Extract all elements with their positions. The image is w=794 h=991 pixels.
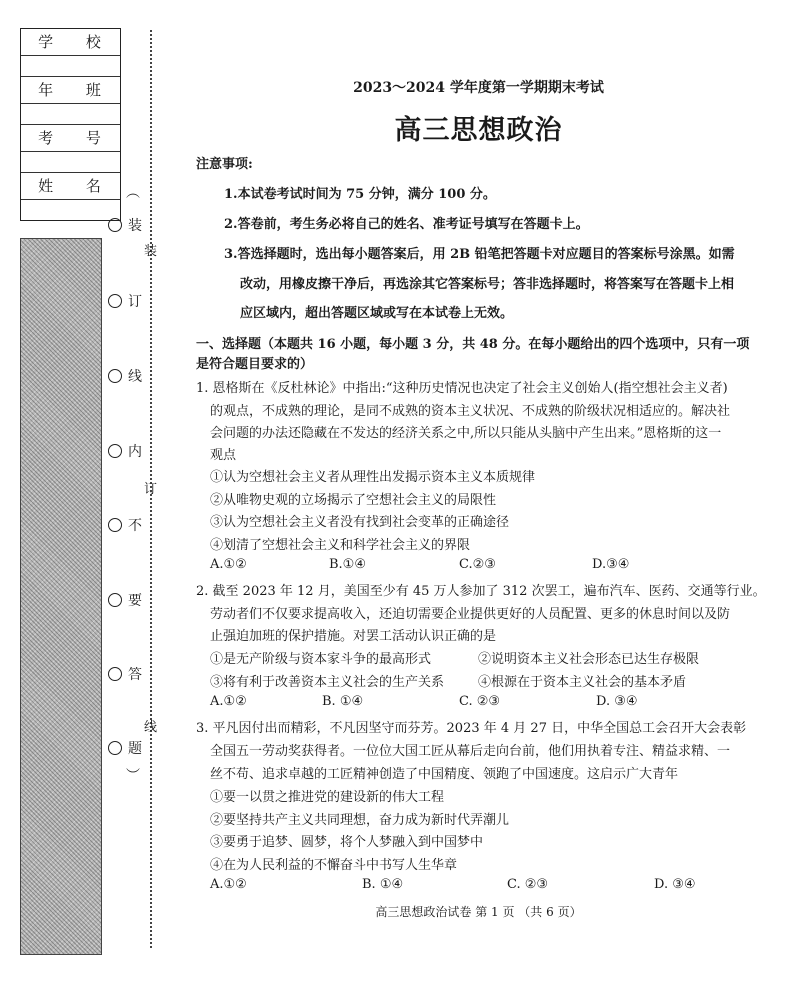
circle-icon	[108, 518, 122, 532]
q3-choice-c: C. ②③	[507, 877, 549, 892]
seal-item: 答	[108, 664, 142, 684]
seal-item: 装	[108, 215, 142, 235]
grade-class-field[interactable]	[21, 104, 120, 125]
q2-choice-c: C. ②③	[459, 694, 501, 709]
note-item: 3.答选择题时，选出每小题答案后，用 2B 铅笔把答题卡对应题目的答案标号涂黑。如需	[224, 247, 735, 262]
q3-option: ②要坚持共产主义共同理想，奋力成为新时代弄潮儿	[210, 813, 510, 828]
exam-title: 2023～2024 学年度第一学期期末考试	[353, 80, 604, 96]
q1-option: ②从唯物史观的立场揭示了空想社会主义的局限性	[210, 493, 497, 508]
note-item: 2.答卷前，考生务必将自己的姓名、准考证号填写在答题卡上。	[224, 217, 589, 232]
q1-stem: 观点	[210, 448, 237, 463]
q3-stem: 3. 平凡因付出而精彩，不凡因坚守而芬芳。2023 年 4 月 27 日，中华全国总工会召开大会表彰	[196, 721, 747, 736]
margin-char: 订	[144, 482, 158, 497]
q2-option: ②说明资本主义社会形态已达生存极限	[478, 652, 700, 667]
q2-stem: 止强迫加班的保护措施。对罢工活动认识正确的是	[210, 629, 497, 644]
name-field[interactable]	[21, 200, 120, 220]
margin-char: 装	[144, 244, 158, 259]
q3-stem: 丝不苟、追求卓越的工匠精神创造了中国精度、领跑了中国速度。这启示广大青年	[210, 767, 679, 782]
q2-choice-b: B. ①④	[322, 694, 364, 709]
section-heading-cont: 是符合题目要求的）	[196, 357, 314, 372]
note-item: 应区域内，超出答题区域或写在本试卷上无效。	[240, 306, 514, 321]
circle-icon	[108, 593, 122, 607]
note-item: 改动，用橡皮擦干净后，再选涂其它答案标号；答非选择题时，将答案写在答题卡上相	[240, 277, 735, 292]
q1-option: ④划清了空想社会主义和科学社会主义的界限	[210, 538, 471, 553]
subject-title: 高三思想政治	[394, 115, 563, 146]
q3-choice-a: A.①②	[210, 877, 247, 892]
q2-stem: 2. 截至 2023 年 12 月，美国至少有 45 万人参加了 312 次罢工，遍布汽车、医药、交通等行业。	[196, 584, 766, 599]
margin-char: 线	[144, 720, 158, 735]
q2-stem: 劳动者们不仅要求提高收入，还迫切需要企业提供更好的人员配置、更多的休息时间以及防	[210, 607, 731, 622]
close-paren: ︶	[126, 768, 140, 784]
notes-heading: 注意事项:	[196, 157, 253, 172]
q3-choice-d: D. ③④	[654, 877, 696, 892]
open-paren: ︵	[126, 185, 140, 201]
q1-choice-d: D.③④	[592, 557, 630, 572]
student-info-box	[20, 28, 121, 221]
q2-option: ④根源在于资本主义社会的基本矛盾	[478, 675, 687, 690]
exam-no-label: 考 号	[21, 125, 120, 152]
q3-option: ①要一以贯之推进党的建设新的伟大工程	[210, 790, 445, 805]
circle-icon	[108, 294, 122, 308]
q1-choice-b: B.①④	[329, 557, 366, 572]
q1-stem: 会问题的办法还隐藏在不发达的经济关系之中,所以只能从头脑中产生出来。”恩格斯的这一	[210, 426, 722, 441]
seal-item: 要	[108, 590, 142, 610]
q1-stem: 的观点，不成熟的理论，是同不成熟的资本主义状况、不成熟的阶级状况相适应的。解决社	[210, 404, 731, 419]
school-label: 学 校	[21, 29, 120, 56]
seal-item: 订	[108, 291, 142, 311]
circle-icon	[108, 218, 122, 232]
grade-class-label: 年 班	[21, 77, 120, 104]
page-footer: 高三思想政治试卷 第 1 页 （共 6 页）	[375, 905, 582, 919]
q2-option: ③将有利于改善资本主义社会的生产关系	[210, 675, 445, 690]
seal-item: 内	[108, 441, 142, 461]
seal-item: 题	[108, 738, 142, 758]
name-label: 姓 名	[21, 173, 120, 200]
exam-no-field[interactable]	[21, 152, 120, 173]
q1-option: ③认为空想社会主义者没有找到社会变革的正确途径	[210, 515, 510, 530]
q1-choice-a: A.①②	[210, 557, 247, 572]
seal-item: 线	[108, 366, 142, 386]
circle-icon	[108, 444, 122, 458]
q2-choice-d: D. ③④	[596, 694, 638, 709]
circle-icon	[108, 667, 122, 681]
note-item: 1.本试卷考试时间为 75 分钟，满分 100 分。	[224, 187, 496, 202]
circle-icon	[108, 741, 122, 755]
barcode-hatched-area	[20, 238, 102, 955]
q1-choice-c: C.②③	[459, 557, 496, 572]
q3-option: ④在为人民利益的不懈奋斗中书写人生华章	[210, 858, 458, 873]
q2-choice-a: A.①②	[210, 694, 247, 709]
q3-option: ③要勇于追梦、圆梦，将个人梦融入到中国梦中	[210, 835, 484, 850]
section-heading: 一、选择题（本题共 16 小题，每小题 3 分，共 48 分。在每小题给出的四个选项中，只有一项	[196, 337, 750, 352]
seal-item: 不	[108, 515, 142, 535]
circle-icon	[108, 369, 122, 383]
q1-stem: 1. 恩格斯在《反杜林论》中指出:“这种历史情况也决定了社会主义创始人(指空想社会主义者)	[196, 381, 728, 396]
school-field[interactable]	[21, 56, 120, 77]
q2-option: ①是无产阶级与资本家斗争的最高形式	[210, 652, 432, 667]
q3-choice-b: B. ①④	[362, 877, 404, 892]
q1-option: ①认为空想社会主义者从理性出发揭示资本主义本质规律	[210, 470, 536, 485]
q3-stem: 全国五一劳动奖获得者。一位位大国工匠从幕后走向台前，他们用执着专注、精益求精、一	[210, 744, 731, 759]
